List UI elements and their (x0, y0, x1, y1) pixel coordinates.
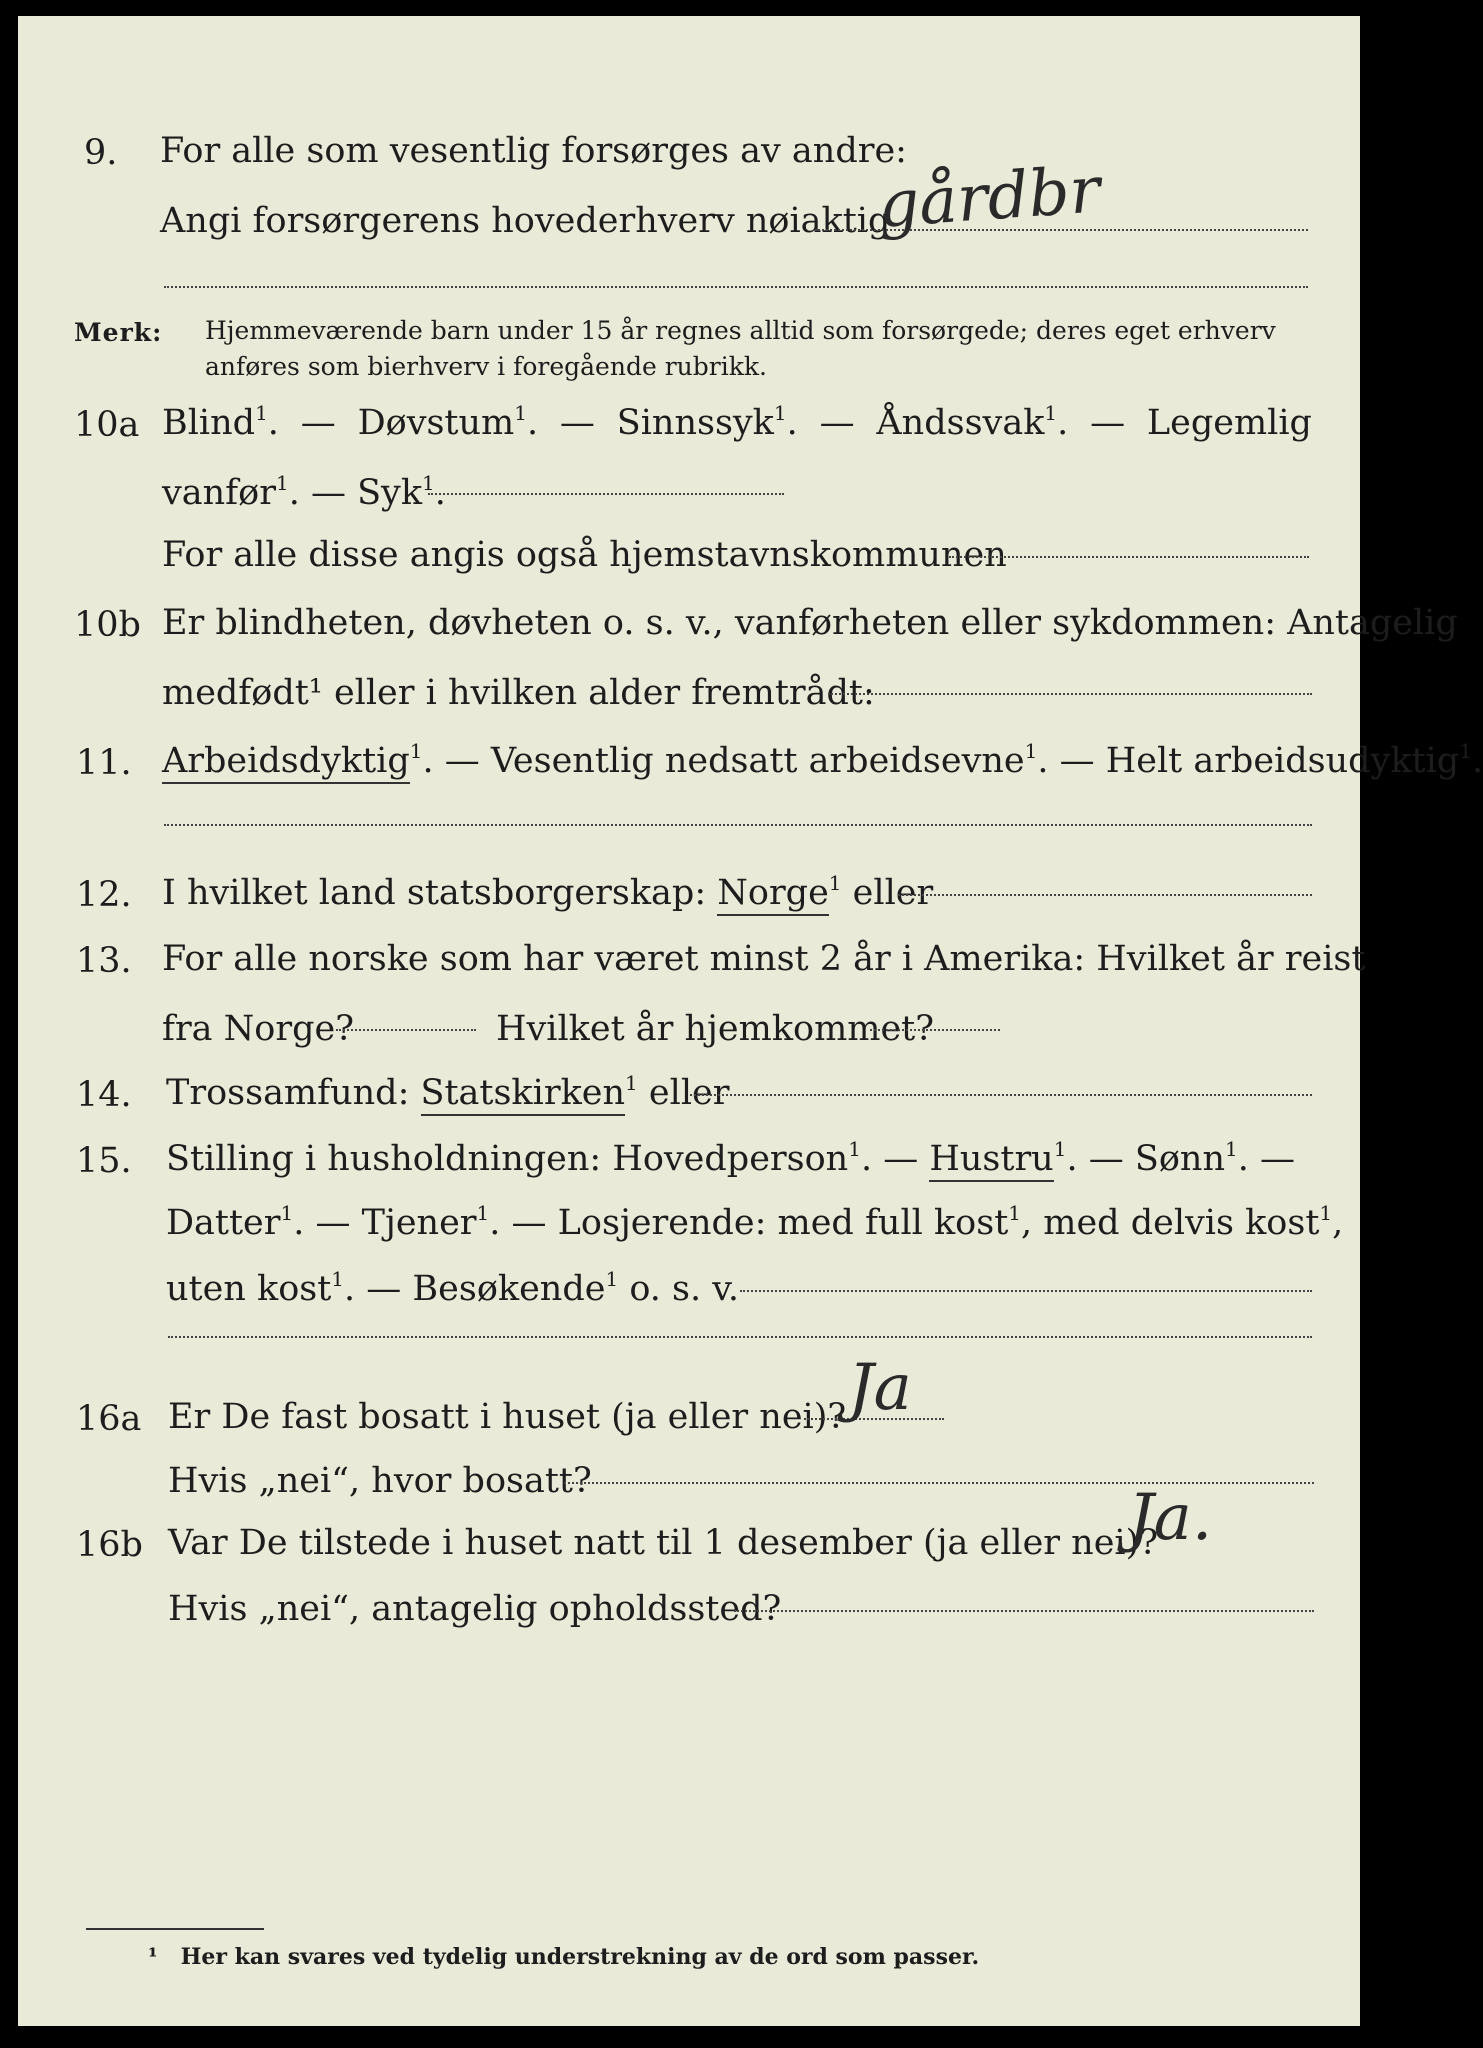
q13-number: 13. (76, 941, 132, 981)
merk-line2: anføres som bierhverv i foregående rubrikk. (205, 352, 767, 381)
q16b-line1: Var De tilstede i huset natt til 1 desember (ja eller nei)? (168, 1523, 1159, 1563)
q16a-line1: Er De fast bosatt i huset (ja eller nei)? (168, 1397, 847, 1437)
q12-answer-line (898, 894, 1312, 896)
q10a-hjemstavn-line (949, 556, 1309, 558)
option-vanfor: vanfør (162, 473, 276, 513)
q9-extra-line (164, 286, 1308, 288)
q12-number: 12. (76, 875, 132, 915)
merk-line1: Hjemmeværende barn under 15 år regnes alltid som forsørgede; deres eget erhverv (205, 316, 1276, 345)
q16a-line2: Hvis „nei“, hvor bosatt? (168, 1461, 592, 1501)
q10a-line3: For alle disse angis også hjemstavnskommunen (162, 535, 1007, 575)
q15-extra-line (168, 1336, 1312, 1338)
option-sinnssyk: Sinnssyk (616, 403, 774, 443)
option-arbeidsdyktig-underlined: Arbeidsdyktig (162, 741, 410, 784)
q10b-line2: medfødt¹ eller i hvilken alder fremtrådt: (162, 673, 875, 713)
q11-extra-line (164, 824, 1312, 826)
q14-number: 14. (76, 1075, 132, 1115)
census-form-page (18, 16, 1483, 2026)
option-statskirken-underlined: Statskirken (421, 1073, 626, 1116)
option-blind: Blind (162, 403, 256, 443)
option-norge-underlined: Norge (717, 873, 829, 916)
option-hustru-underlined: Hustru (929, 1139, 1053, 1182)
q13-hjem-line (870, 1029, 1000, 1031)
q16b-opholdssted-line (734, 1610, 1314, 1612)
q13-fra-label: fra Norge? (162, 1009, 354, 1049)
q9-line2: Angi forsørgerens hovederhverv nøiaktig (160, 201, 891, 241)
q10a-syk-line (428, 493, 784, 495)
q10b-number: 10b (74, 605, 141, 645)
option-dovstum: Døvstum (357, 403, 515, 443)
q14-line: Trossamfund: Statskirken$^1$ eller (166, 1076, 729, 1111)
q10b-line1: Er blindheten, døvheten o. s. v., vanførheten eller sykdommen: Antagelig (162, 603, 1458, 643)
q13-hjem-label: Hvilket år hjemkommet? (496, 1009, 935, 1049)
q16b-number: 16b (76, 1525, 143, 1565)
q10a-line1: Blind$^1$. — Døvstum$^1$. — Sinnssyk$^1$. — Åndssvak$^1$. — Legemlig (162, 401, 1312, 443)
q10a-number: 10a (74, 405, 140, 445)
q15-number: 15. (76, 1141, 132, 1181)
q11-line: Arbeidsdyktig$^1$. — Vesentlig nedsatt arbeidsevne$^1$. — Helt arbeidsudyktig$^1$. (162, 744, 1483, 779)
q15-line2: Datter$^1$. — Tjener$^1$. — Losjerende: med full kost$^1$, med delvis kost$^1$, (166, 1201, 1344, 1243)
option-syk: Syk (357, 473, 423, 513)
q15-answer-line (740, 1290, 1312, 1292)
q16b-line2: Hvis „nei“, antagelig opholdssted? (168, 1589, 782, 1629)
q13-line1: For alle norske som har været minst 2 år i Amerika: Hvilket år reist (162, 939, 1366, 979)
footnote (148, 1944, 979, 1970)
q15-line3: uten kost$^1$. — Besøkende$^1$ o. s. v. (166, 1267, 740, 1309)
q16a-handwritten-answer: Ja (848, 1351, 912, 1425)
q14-answer-line (690, 1094, 1312, 1096)
q13-fra-line (336, 1029, 476, 1031)
merk-label: Merk: (74, 318, 163, 347)
q9-number: 9. (84, 133, 118, 173)
option-helt: Helt arbeidsudyktig (1105, 741, 1460, 781)
footnote-mark: ¹ (148, 1944, 158, 1970)
q9-handwritten-answer: gårdbr (875, 153, 1103, 243)
q12-line: I hvilket land statsborgerskap: Norge$^1$ eller (162, 876, 933, 911)
q16a-number: 16a (76, 1399, 142, 1439)
option-legemlig: Legemlig (1146, 403, 1312, 443)
option-vesentlig: Vesentlig nedsatt arbeidsevne (490, 741, 1025, 781)
q10a-line2: vanfør$^1$. — Syk$^1$. (162, 471, 446, 513)
q11-number: 11. (76, 743, 132, 783)
q16b-handwritten-answer: Ja. (1128, 1481, 1213, 1555)
q15-line1: Stilling i husholdningen: Hovedperson$^1$. — Hustru$^1$. — Sønn$^1$. — (166, 1142, 1295, 1177)
footnote-rule (86, 1928, 264, 1930)
q10b-answer-line (828, 693, 1312, 695)
q9-line1: For alle som vesentlig forsørges av andre: (160, 131, 907, 171)
footnote-text: Her kan svares ved tydelig understrekning av de ord som passer. (180, 1944, 980, 1970)
option-andssvak: Åndssvak (876, 403, 1045, 443)
